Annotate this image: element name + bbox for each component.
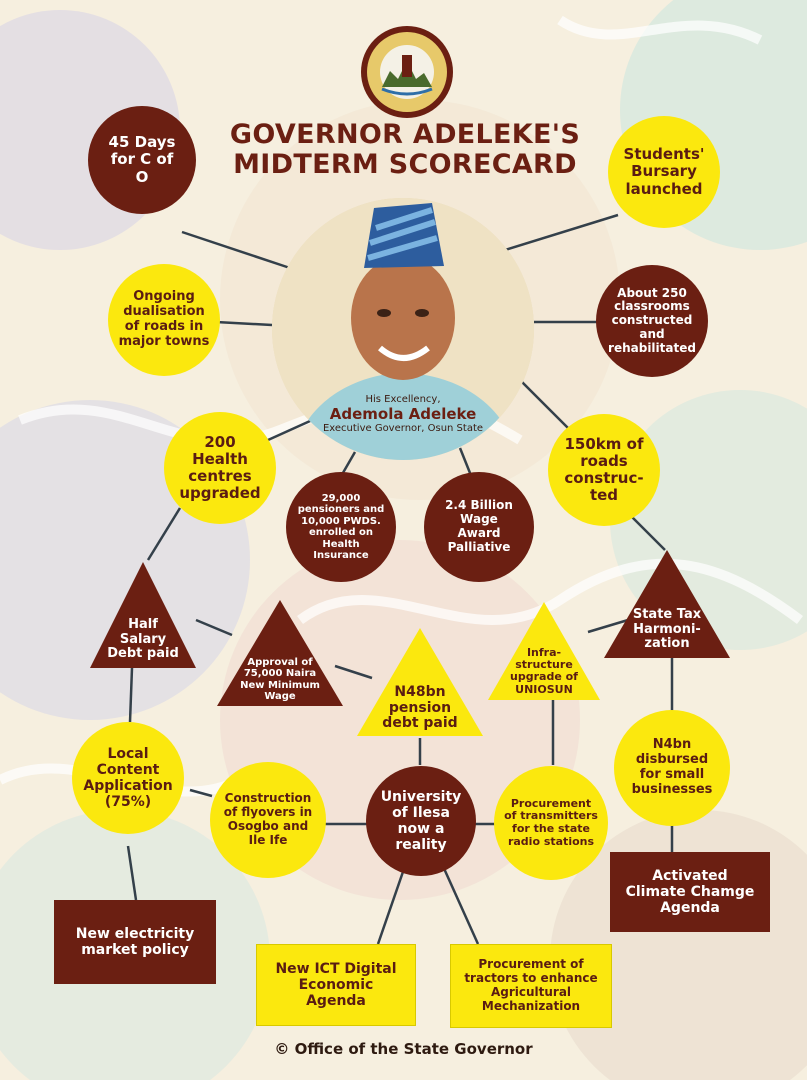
title-line-1: GOVERNOR ADELEKE'S [229, 119, 581, 150]
node-pensioners-insurance: 29,000 pensioners and 10,000 PWDS. enrolled on Health Insurance [286, 472, 396, 582]
caption-role: Executive Governor, Osun State [322, 423, 484, 434]
node-road-dualisation: Ongoing dualisation of roads in major towns [108, 264, 220, 376]
portrait-caption [272, 394, 534, 434]
footer-credit: © Office of the State Governor [274, 1040, 533, 1058]
node-flyovers: Construction of flyovers in Osogbo and Ile Ife [210, 762, 326, 878]
node-tax-harmonization: State Tax Harmoni-zation [632, 607, 702, 652]
osun-state-seal [360, 25, 454, 119]
node-climate-change: Activated Climate Chamge Agenda [610, 852, 770, 932]
node-transmitters: Procurement of transmitters for the state radio stations [494, 766, 608, 880]
node-university-ilesa: University of Ilesa now a reality [366, 766, 476, 876]
node-small-businesses: N4bn disbursed for small businesses [614, 710, 730, 826]
node-ict-agenda: New ICT Digital Economic Agenda [256, 944, 416, 1026]
node-minimum-wage: Approval of 75,000 Naira New Minimum Wage [240, 657, 320, 702]
node-electricity-policy: New electricity market policy [54, 900, 216, 984]
node-classrooms: About 250 classrooms constructed and rehabilitated [596, 265, 708, 377]
title-line-2: MIDTERM SCORECARD [233, 149, 577, 181]
node-tractors: Procurement of tractors to enhance Agricultural Mechanization [450, 944, 612, 1028]
caption-honorific: His Excellency, [365, 394, 441, 405]
node-roads-150km: 150km of roads construc-ted [548, 414, 660, 526]
page-title [215, 120, 595, 180]
node-wage-award: 2.4 Billion Wage Award Palliative [424, 472, 534, 582]
node-health-centres: 200 Health centres upgraded [164, 412, 276, 524]
caption-name: Ademola Adeleke [329, 405, 477, 423]
node-students-bursary: Students' Bursary launched [608, 116, 720, 228]
node-pension-debt: N48bn pension debt paid [382, 683, 458, 732]
node-c-of-o: 45 Days for C of O [88, 106, 196, 214]
node-half-salary: Half Salary Debt paid [107, 617, 179, 662]
node-local-content: Local Content Application (75%) [72, 722, 184, 834]
node-uniosun: Infra-structure upgrade of UNIOSUN [510, 645, 578, 696]
